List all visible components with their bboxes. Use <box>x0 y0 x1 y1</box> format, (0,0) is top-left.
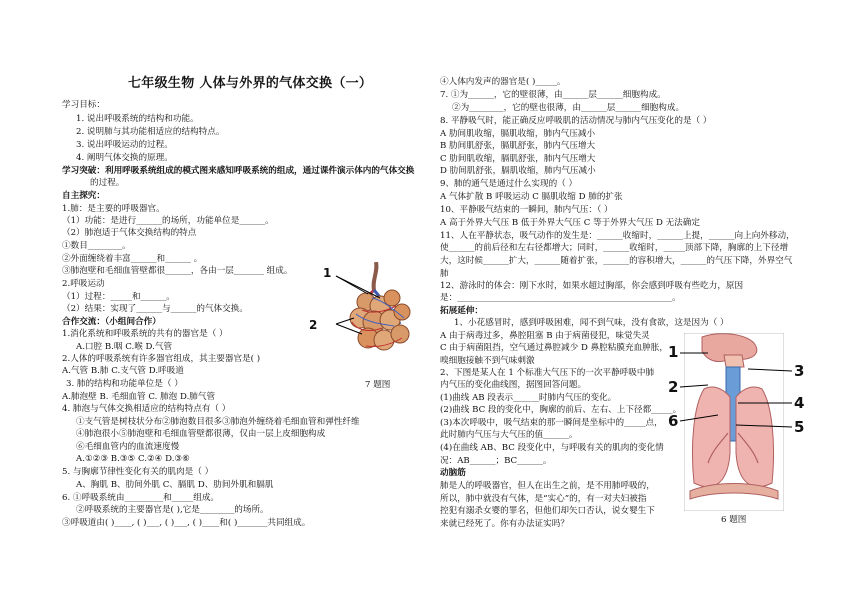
text-line: 控犯有溺杀女婴的罪名，但他们却矢口否认，说女婴生下 <box>440 506 655 516</box>
text-line: A.气管 B.肺 C.支气管 D.呼吸道 <box>62 366 184 376</box>
figure-label: 1 <box>668 343 679 361</box>
text-line: 3. 肺的结构和功能单位是（ ） <box>66 379 183 389</box>
text-line: C 肋间肌收缩，膈肌舒张，肺内气压增大 <box>440 154 596 164</box>
text-line: 2、下图是某人在 1 个标准大气压下的一次平静呼吸中肺 <box>440 368 655 378</box>
text-line: （2）结果：实现了______与______的气体交换。 <box>62 304 248 314</box>
text-line: 嗅细胞接触不到气味刺激 <box>440 356 535 366</box>
text-line: (2)曲线 BC 段的变化中，胸廓的前后、左右、上下径都_____。 <box>440 405 682 415</box>
text-line: 内气压的变化曲线图，据图回答问题。 <box>440 380 587 390</box>
text-line: A 肋间肌收缩，膈肌收缩，肺内气压减小 <box>440 129 596 139</box>
text-line: 11、人在平静状态，吸气动作的发生是：______收缩时，______上提，______向上向外移动， <box>440 231 795 241</box>
text-line: （1）过程：_____和______。 <box>62 292 175 302</box>
figure-label: 5 <box>794 418 805 436</box>
text-line: ②呼吸系统的主要器官是( ),它是________的场所。 <box>76 505 269 515</box>
text-line: D 肋间肌舒张，膈肌收缩，肺内气压减小 <box>440 166 596 176</box>
text-line: ②为________，它的壁也很薄，由______层______细胞构成。 <box>452 103 685 113</box>
text-line: 8. 平静吸气时，能正确反应呼吸肌的活动情况与肺内气压变化的是（ ） <box>440 116 712 126</box>
text-line: 2. 说明肺与其功能相适应的结构特点。 <box>76 127 225 137</box>
text-line: 4. 肺泡与气体交换相适应的结构特点有（ ） <box>62 404 231 414</box>
text-line: 肺是人的呼吸器官，但人在出生之前，是不用肺呼吸的， <box>440 481 655 491</box>
figure-caption: 7 题图 <box>365 380 391 390</box>
text-line: ④人体内发声的器官是( )_____。 <box>440 77 566 87</box>
text-line: 1、小花感冒时，感到呼吸困难，闻不到气味，没有食欲，这是因为（ ） <box>454 318 729 328</box>
text-line: A 高于外界大气压 B 低于外界大气压 C 等于外界大气压 D 无法确定 <box>440 218 700 228</box>
text-line: 是：__________________________________________________。 <box>440 293 681 303</box>
text-line: 学习突破：利用呼吸系统组成的模式图来感知呼吸系统的组成，通过课件演示体内的气体交换 <box>62 166 415 176</box>
page-title: 七年级生物 人体与外界的气体交换（一） <box>128 76 373 91</box>
text-line: A.①②③ B.③⑤ C.②④ D.③⑥ <box>76 454 190 464</box>
text-line: 6. ①呼吸系统由_________和_____组成。 <box>62 493 220 503</box>
text-line: ①支气管是树枝状分布②肺泡数目很多③肺泡外缠绕着毛细血管和弹性纤维 <box>76 417 360 427</box>
text-line: 的过程。 <box>90 178 125 188</box>
text-line: 7. ①为______，它的壁很薄，由______层______细胞构成。 <box>440 90 666 100</box>
text-line: 10、平静吸气结束的一瞬间，肺内气压：（ ） <box>440 205 613 215</box>
text-line: 学习目标： <box>62 100 105 110</box>
text-line: ②外面缠绕着丰富______和______ 。 <box>62 254 203 264</box>
figure-label: 3 <box>794 362 805 380</box>
figure-caption: 6 题图 <box>721 515 747 525</box>
text-line: A 气体扩散 B 呼吸运动 C 膈肌收缩 D 肺的扩张 <box>440 192 623 202</box>
text-line: A.肺泡壁 B. 毛细血管 C. 肺泡 D.肺气管 <box>62 392 216 402</box>
figure-6-leader-lines <box>668 345 808 435</box>
text-line: 2.人体的呼吸系统有许多器官组成，其主要器官是( ) <box>62 354 261 364</box>
text-line: 1.消化系统和呼吸系统的共有的器官是（ ） <box>62 329 228 339</box>
text-line: 4. 阐明气体交换的原理。 <box>76 153 173 163</box>
text-line: 动脑筋 <box>440 468 466 478</box>
alveoli-figure <box>322 262 432 362</box>
text-line: 合作交流：（小组间合作） <box>62 317 161 327</box>
figure-label: 6 <box>668 412 679 430</box>
text-line: 3. 说出呼吸运动的过程。 <box>76 140 173 150</box>
text-line: （2）肺泡适于气体交换结构的特点 <box>62 228 197 238</box>
text-line: ⑥毛细血管内的血流速度慢 <box>76 442 180 452</box>
text-line: (3)本次呼吸中，吸气结束的那一瞬间是坐标中的_____点， <box>440 418 663 428</box>
text-line: 5. 与胸廓节律性变化有关的肌肉是（ ） <box>62 467 214 477</box>
text-line: B 肋间肌舒张，膈肌舒张，肺内气压增大 <box>440 141 596 151</box>
text-line: 9、肺的通气是通过什么实现的（ ） <box>440 179 578 189</box>
alveoli-cluster-illustration <box>350 262 410 350</box>
text-line: 12、游泳时的体会：刚下水时，如果水超过胸部，你会感到呼吸有些吃力，原因 <box>440 281 744 291</box>
text-line: A 由于病毒过多，鼻腔阻塞 B 由于病菌侵犯，味觉失灵 <box>440 331 650 341</box>
text-line: A.口腔 B.咽 C.喉 D.气管 <box>76 342 173 352</box>
text-line: 自主探究： <box>62 191 105 201</box>
text-line: 肺 <box>440 269 449 279</box>
figure-label: 2 <box>309 318 318 332</box>
text-line: C 由于病菌阻挡，空气通过鼻腔减少 D 鼻腔粘膜充血肿胀， <box>440 343 668 353</box>
text-line: 1. 说出呼吸系统的结构和功能。 <box>76 114 199 124</box>
text-line: 拓展延伸： <box>440 306 483 316</box>
text-line: ③呼吸道由( )____, ( )___, ( )___, ( )____和( )_______共同组成。 <box>62 518 311 528</box>
text-line: ④肺泡很小⑤肺泡壁和毛细血管壁都很薄，仅由一层上皮细胞构成 <box>76 429 326 439</box>
text-line: 此时肺内气压与大气压的值______。 <box>440 430 578 440</box>
text-line: (1)曲线 AB 段表示______时肺内气压的变化。 <box>440 393 617 403</box>
figure-label: 1 <box>323 266 332 280</box>
text-line: ③肺泡壁和毛细血管壁都很______，各由一层_______ 组成。 <box>62 266 293 276</box>
text-line: （1）功能：是进行______的场所，功能单位是______。 <box>62 216 274 226</box>
text-line: 况：AB______；BC______。 <box>440 456 552 466</box>
text-line: 2.呼吸运动 <box>62 279 105 289</box>
text-line: (4)在曲线 AB、BC 段变化中，与呼吸有关的肌肉的变化情 <box>440 443 664 453</box>
text-line: 所以，肺中就没有气体，是“实心”的，有一对夫妇被指 <box>440 494 647 504</box>
text-line: 大，这时候______扩大，______随着扩张，______的容积增大，______的气压下降，外界空气 <box>440 256 793 266</box>
text-line: ①数目________。 <box>62 241 131 251</box>
text-line: 使______的前后径和左右径都增大；同时，______收缩时，_____顶部下降，胸廓的上下径增 <box>440 243 789 253</box>
figure-label: 4 <box>794 394 805 412</box>
text-line: A、胸肌 B、肋间外肌 C、膈肌 D、肋间外肌和膈肌 <box>76 480 274 490</box>
text-line: 来就已经死了。你有办法证实吗？ <box>440 519 569 529</box>
text-line: 1.肺：是主要的呼吸器官。 <box>62 204 165 214</box>
figure-label: 2 <box>668 378 679 396</box>
